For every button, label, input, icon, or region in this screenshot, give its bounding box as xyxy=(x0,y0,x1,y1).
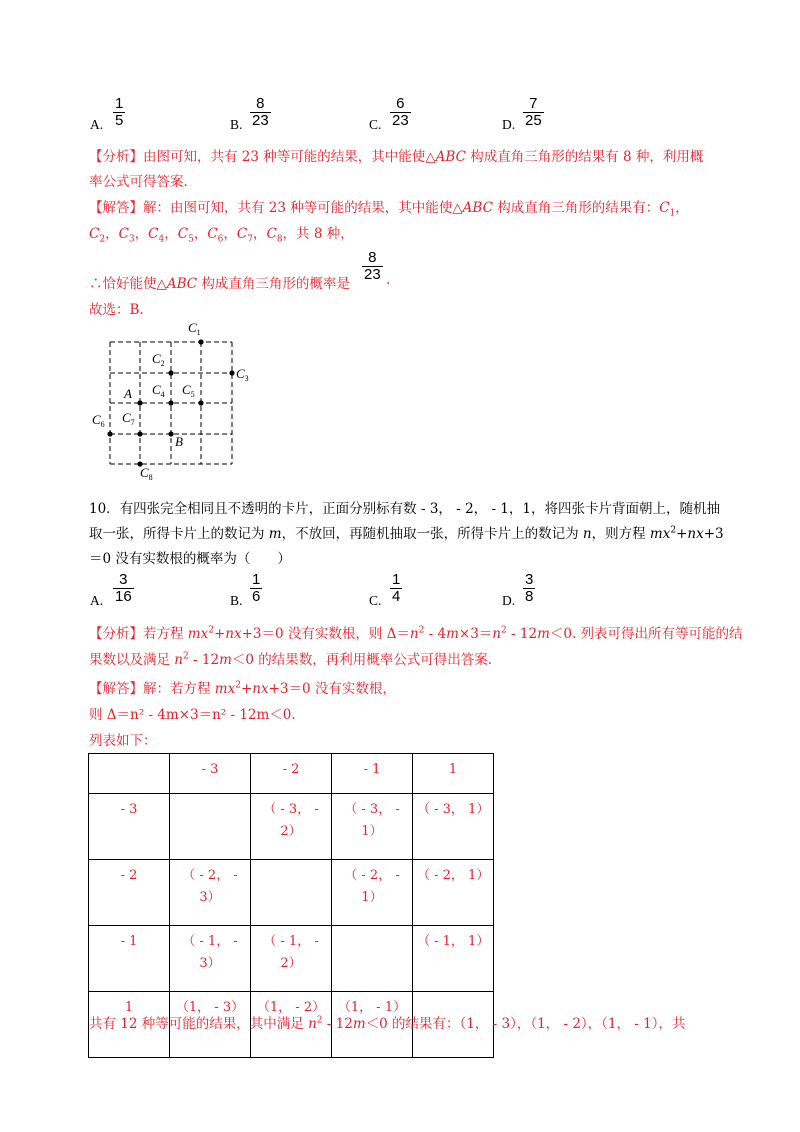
q10-option-b-label: B. xyxy=(230,593,243,608)
q10-result-line: 共有 12 种等可能的结果，其中满足 $n^2 - 12m<0$ 的结果有：（1， - 3），（1， - 2），（1， - 1），共 xyxy=(89,1015,686,1032)
table-row xyxy=(89,794,494,860)
table-row xyxy=(89,926,494,992)
q9-option-a-label: A. xyxy=(90,117,104,132)
q9-option-d-label: D. xyxy=(502,117,516,132)
q10-answer-line2: 则 Δ＝n² - 4m×3＝n² - 12m＜0. xyxy=(89,707,296,723)
table-cell xyxy=(89,754,170,794)
table-cell: （ - 3， 1） xyxy=(413,794,494,860)
q10-option-c-fraction: $\frac{1}{4}$ xyxy=(392,571,401,605)
q10-option-d-fraction: $\frac{3}{8}$ xyxy=(525,571,534,605)
table-header-row xyxy=(89,754,494,794)
q9-therefore-period: . xyxy=(386,272,391,288)
table-cell: （ - 1， - 3） xyxy=(170,926,251,992)
table-cell: （ - 2， - 1） xyxy=(332,860,413,926)
q10-stem-line3: ＝0 没有实数根的概率为（ ） xyxy=(89,551,291,567)
q9-option-c-label: C. xyxy=(369,117,382,132)
q9-option-c-fraction: $\frac{6}{23}$ xyxy=(392,95,409,129)
svg-text:B: B xyxy=(175,434,183,449)
svg-text:C8: $C_8$ xyxy=(140,465,153,482)
table-cell xyxy=(251,860,332,926)
table-cell: - 3 xyxy=(89,794,170,860)
q9-option-d-fraction: $\frac{7}{25}$ xyxy=(525,95,542,129)
q9-option-a-fraction: $\frac{1}{5}$ xyxy=(115,95,124,129)
table-cell xyxy=(170,794,251,860)
q10-option-a-label: A. xyxy=(90,593,104,608)
q10-stem-line1: 10．有四张完全相同且不透明的卡片，正面分别标有数 - 3， - 2， - 1，1，将四张卡片背面朝上，随机抽 xyxy=(89,501,720,517)
svg-text:C5: $C_5$ xyxy=(182,382,195,399)
q9-analysis-line1: 【分析】由图可知，共有 23 种等可能的结果，其中能使△ABC 构成直角三角形的结果有 8 种，利用概 xyxy=(89,149,704,165)
q10-list-label: 列表如下： xyxy=(89,733,157,749)
svg-text:C7: $C_7$ xyxy=(122,410,135,427)
svg-text:C3: $C_3$ xyxy=(236,366,249,383)
q10-option-d-label: D. xyxy=(502,593,516,608)
table-cell: 1 xyxy=(413,754,494,794)
q10-option-a-fraction: $\frac{3}{16}$ xyxy=(115,571,132,605)
grid-figure xyxy=(86,318,266,486)
table-cell: （ - 3， - 1） xyxy=(332,794,413,860)
svg-text:C4: $C_4$ xyxy=(152,382,165,399)
table-cell: （ - 1， 1） xyxy=(413,926,494,992)
q10-answer-line1: 【解答】解：若方程 $mx^2+nx+3=0$ 没有实数根， xyxy=(89,680,396,697)
table-cell: - 3 xyxy=(170,754,251,794)
table-row xyxy=(89,860,494,926)
table-cell: - 2 xyxy=(251,754,332,794)
svg-text:C2: $C_2$ xyxy=(152,351,165,368)
table-cell: （ - 1， - 2） xyxy=(251,926,332,992)
table-cell: （ - 2， - 3） xyxy=(170,860,251,926)
q10-analysis-line2: 果数以及满足 $n^2 - 12m<0$ 的结果数，再利用概率公式可得出答案. xyxy=(89,651,493,668)
q10-analysis-line1: 【分析】若方程 $mx^2+nx+3=0$ 没有实数根，则 $\Delta=n^2 - 4m\times 3=n^2 - 12m<0$. 列表可得出所有等可能的结 xyxy=(89,625,743,642)
svg-text:C6: $C_6$ xyxy=(92,412,105,429)
table-cell: （1， - 1） xyxy=(332,992,413,1058)
q9-probability-fraction: $\frac{8}{23}$ xyxy=(364,249,381,283)
svg-text:C1: $C_1$ xyxy=(188,320,201,337)
table-cell: （ - 3， - 2） xyxy=(251,794,332,860)
table-cell: （1， - 3） xyxy=(170,992,251,1058)
svg-text:A: A xyxy=(124,386,132,401)
q9-analysis-line2: 率公式可得答案. xyxy=(89,174,188,190)
q9-answer-line1: 【解答】解：由图可知，共有 23 种等可能的结果，其中能使△ABC 构成直角三角形的结果有：$C_1$， xyxy=(89,200,689,219)
table-cell: - 1 xyxy=(332,754,413,794)
table-cell: 1 xyxy=(89,992,170,1058)
q10-stem-line2: 取一张，所得卡片上的数记为 m，不放回，再随机抽取一张，所得卡片上的数记为 n，则方程 $mx^2+nx+3$ xyxy=(89,525,724,542)
q9-therefore-line: ∴恰好能使△ABC 构成直角三角形的概率是 xyxy=(89,276,350,292)
table-cell: （ - 2， 1） xyxy=(413,860,494,926)
q9-option-b-fraction: $\frac{8}{23}$ xyxy=(252,95,269,129)
q9-answer-line2: $C_2$，$C_3$，$C_4$，$C_5$，$C_6$，$C_7$，$C_8$，共 8 种， xyxy=(89,226,354,245)
q9-option-b-label: B. xyxy=(230,117,243,132)
q9-choice: 故选：B. xyxy=(89,302,144,318)
q10-option-c-label: C. xyxy=(369,593,382,608)
table-cell: （1， - 2） xyxy=(251,992,332,1058)
table-cell xyxy=(332,926,413,992)
q10-option-b-fraction: $\frac{1}{6}$ xyxy=(252,571,261,605)
table-cell: - 1 xyxy=(89,926,170,992)
table-cell: - 2 xyxy=(89,860,170,926)
